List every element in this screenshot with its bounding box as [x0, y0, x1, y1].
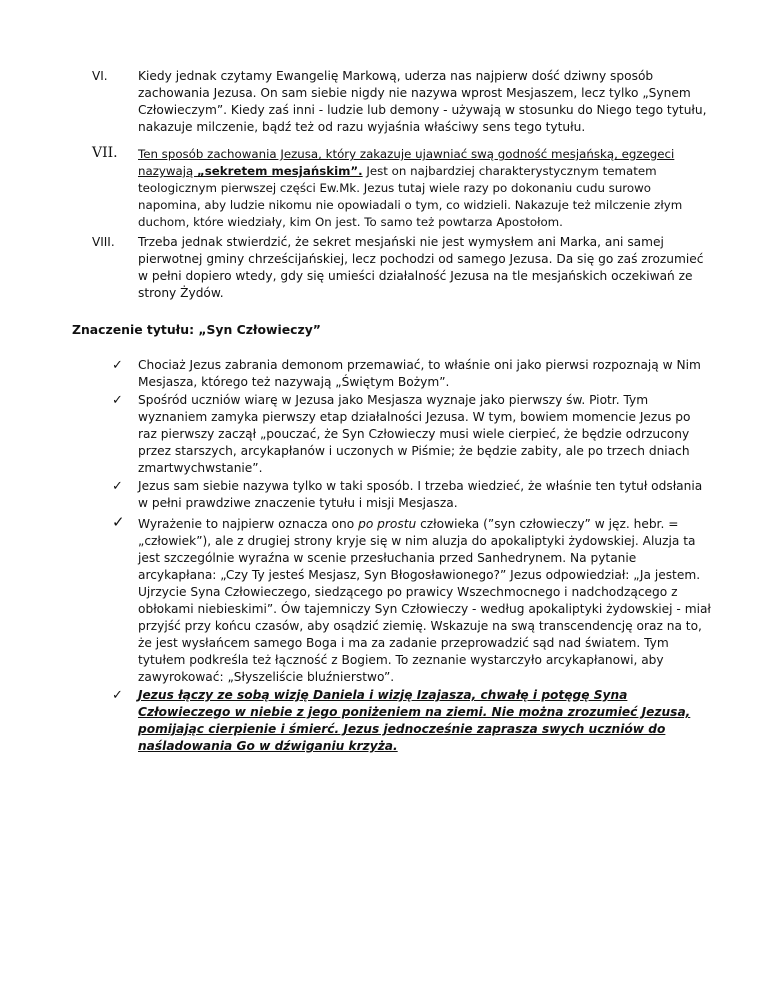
sekret-mesjanski-term: „sekretem mesjańskim”.: [197, 164, 363, 178]
numbered-item-vi: [92, 68, 707, 136]
checkmark-icon: ✓: [112, 513, 125, 531]
list-item: [112, 392, 712, 477]
list-item-text: Wyrażenie to najpierw oznacza ono: [138, 517, 359, 531]
checkmark-icon: ✓: [112, 358, 123, 373]
numbered-list: [92, 146, 707, 231]
numbered-list: [92, 68, 707, 136]
item-text: Trzeba jednak stwierdzić, że sekret mesjański nie jest wymysłem ani Marka, ani samej pierwotnej gminy chrześcijańskiej, lecz pochodzi od samego Jezusa. Da się go zaś zrozumieć w pełni dopiero wtedy, gdy się umieści działalność Jezusa na tle mesjańskich oczekiwań ze strony Żydów.: [138, 235, 704, 300]
list-item: [112, 513, 712, 686]
list-item-text-emphasized: Jezus łączy ze sobą wizję Daniela i wizję Izajasza, chwałę i potęgę Syna Człowieczego w niebie z jego poniżeniem na ziemi. Nie można zrozumieć Jezusa, pomijając cierpienie i śmierć. Jezus jednocześnie zaprasza swych uczniów do naśladowania Go w dźwiganiu krzyża.: [138, 688, 691, 753]
checkmark-list: [112, 357, 712, 755]
checkmark-icon: ✓: [112, 479, 123, 494]
list-item-text: człowieka (”syn człowieczy” w jęz. hebr. = „człowiek”), ale z drugiej strony kryje się w nim aluzja do apokaliptyki żydowskiej. Aluzja ta jest szczególnie wyraźna w scenie przesłuchania przed Sanhedrynem. Na pytanie arcykapłana: „Czy Ty jesteś Mesjasz, Syn Błogosławionego?” Jezus odpowiedział: „Ja jestem. Ujrzycie Syna Człowieczego, siedzącego po prawicy Wszechmocnego i nadchodzącego z obłokami niebieskimi”. Ów tajemniczy Syn Człowieczy - według apokaliptyki żydowskiej - miał przyjść przy końcu czasów, aby osądzić ziemię. Wskazuje na swą transcendencję oraz na to, że jest wysłańcem samego Boga i ma za zadanie przeprowadzić sąd nad światem. Tym tytułem podkreśla też łączność z Bogiem. To zeznanie wystarczyło arcykapłanowi, aby zawyrokować: „Słyszeliście bluźnierstwo”.: [138, 517, 711, 684]
numbered-item-viii: [92, 234, 707, 302]
item-text: Jest on najbardziej charakterystycznym tematem teologicznym pierwszej części Ew.Mk. Jezus tutaj wiele razy po dokonaniu cudu surowo napomina, aby ludzie nikomu nie opowiadali o tym, co widzieli. Nakazuje też milczenie złym duchom, które wiedziały, kim On jest. To samo też powtarza Apostołom.: [138, 164, 683, 229]
item-number: VIII.: [92, 235, 115, 249]
item-number: VII.: [92, 145, 118, 161]
list-item: [112, 687, 712, 755]
item-number: VI.: [92, 69, 108, 83]
list-item-text: Spośród uczniów wiarę w Jezusa jako Mesjasza wyznaje jako pierwszy św. Piotr. Tym wyznaniem zamyka pierwszy etap działalności Jezusa. W tym, bowiem momencie Jezus po raz pierwszy zaczął „pouczać, że Syn Człowieczy musi wiele cierpieć, że będzie odrzucony przez starszych, arcykapłanów i uczonych w Piśmie; że będzie zabity, ale po trzech dniach zmartwychwstanie”.: [138, 393, 691, 475]
checkmark-icon: ✓: [112, 688, 123, 703]
list-item: [112, 357, 712, 391]
numbered-list: [92, 234, 707, 302]
section-heading: Znaczenie tytułu: „Syn Człowieczy”: [72, 322, 321, 337]
numbered-item-vii: [92, 146, 707, 231]
checkmark-icon: ✓: [112, 393, 123, 408]
list-item: [112, 478, 712, 512]
item-text: Kiedy jednak czytamy Ewangelię Markową, uderza nas najpierw dość dziwny sposób zachowania Jezusa. On sam siebie nigdy nie nazywa wprost Mesjaszem, lecz tylko „Synem Człowieczym”. Kiedy zaś inni - ludzie lub demony - używają w stosunku do Niego tego tytułu, nakazuje milczenie, bądź też od razu wyjaśnia właściwy sens tego tytułu.: [138, 69, 707, 134]
list-item-text: Chociaż Jezus zabrania demonom przemawiać, to właśnie oni jako pierwsi rozpoznają w Nim Mesjasza, którego też nazywają „Świętym Bożym”.: [138, 358, 701, 389]
list-item-text: Jezus sam siebie nazywa tylko w taki sposób. I trzeba wiedzieć, że właśnie ten tytuł odsłania w pełni prawdziwe znaczenie tytułu i misji Mesjasza.: [138, 479, 703, 510]
item-text-underlined: Ten sposób zachowania Jezusa, który zakazuje ujawniać swą godność mesjańską, egzegeci nazywają: [138, 147, 675, 178]
list-item-italic: po prostu: [358, 517, 417, 531]
